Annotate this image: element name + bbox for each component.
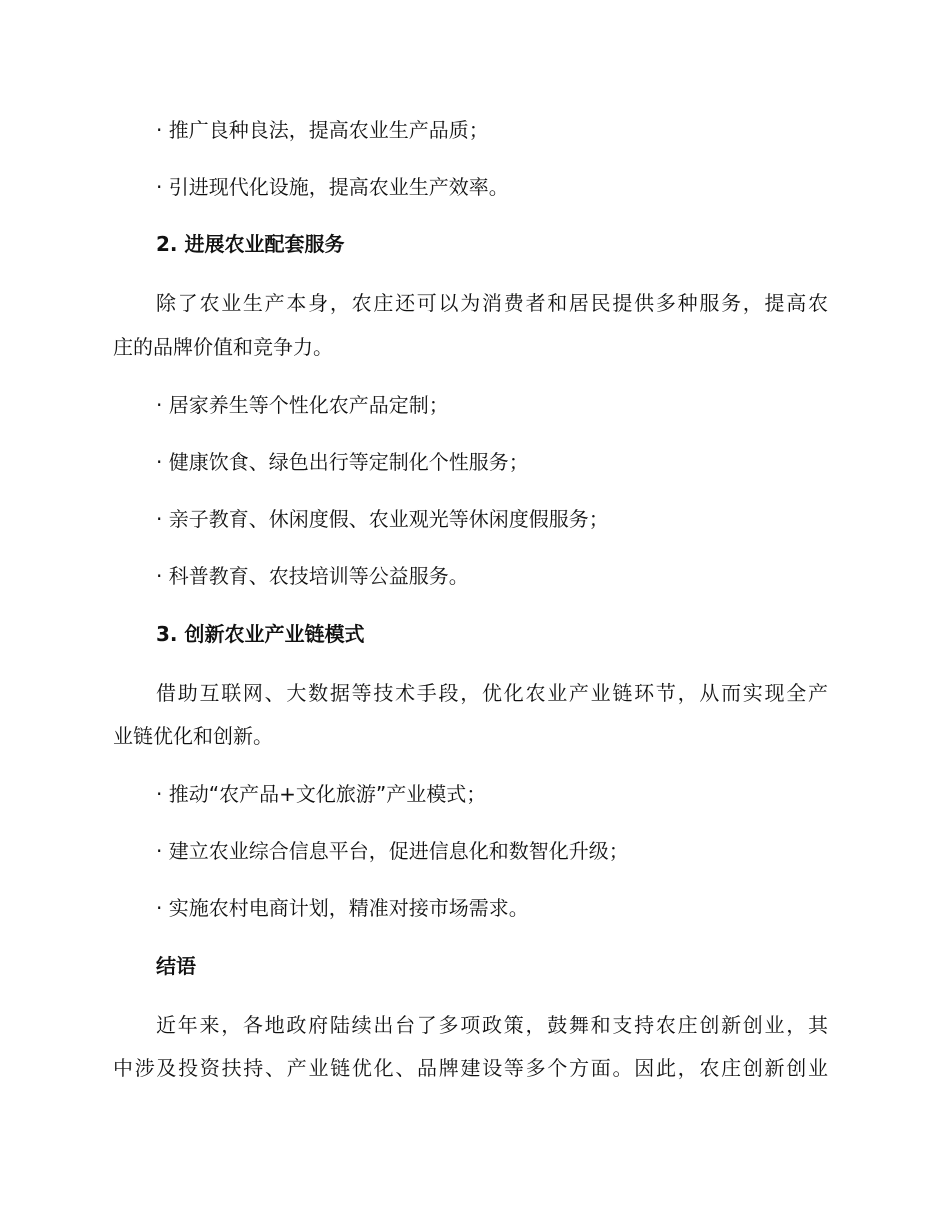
paragraph-line: 庄的品牌价值和竞争力。	[113, 335, 333, 359]
bullet-item: · 推广良种良法，提高农业生产品质；	[156, 118, 489, 142]
bullet-item: · 亲子教育、休闲度假、农业观光等休闲度假服务；	[156, 507, 609, 531]
section-heading: 2. 进展农业配套服务	[156, 232, 345, 256]
paragraph-line	[156, 290, 828, 316]
bullet-item: · 健康饮食、绿色出行等定制化个性服务；	[156, 450, 529, 474]
bullet-item: · 引进现代化设施，提高农业生产效率。	[156, 175, 509, 199]
bullet-item: · 建立农业综合信息平台，促进信息化和数智化升级；	[156, 839, 629, 863]
bullet-item: · 实施农村电商计划，精准对接市场需求。	[156, 896, 529, 920]
paragraph-line	[156, 680, 828, 706]
bullet-item: · 推动“农产品+文化旅游”产业模式；	[156, 782, 487, 806]
bullet-item: · 科普教育、农技培训等公益服务。	[156, 564, 469, 588]
paragraph-text: 近年来，各地政府陆续出台了多项政策，鼓舞和支持农庄创新创业，其	[156, 1013, 828, 1037]
paragraph-text: 借助互联网、大数据等技术手段，优化农业产业链环节，从而实现全产	[156, 681, 828, 705]
paragraph-text: 中涉及投资扶持、产业链优化、品牌建设等多个方面。因此，农庄创新创业	[113, 1056, 828, 1080]
bullet-item: · 居家养生等个性化农产品定制；	[156, 393, 449, 417]
paragraph-line: 业链优化和创新。	[113, 724, 273, 748]
conclusion-heading: 结语	[156, 954, 196, 978]
paragraph-text: 除了农业生产本身，农庄还可以为消费者和居民提供多种服务，提高农	[156, 291, 828, 315]
section-heading: 3. 创新农业产业链模式	[156, 622, 365, 646]
paragraph-line	[156, 1012, 828, 1038]
paragraph-line	[113, 1055, 828, 1081]
